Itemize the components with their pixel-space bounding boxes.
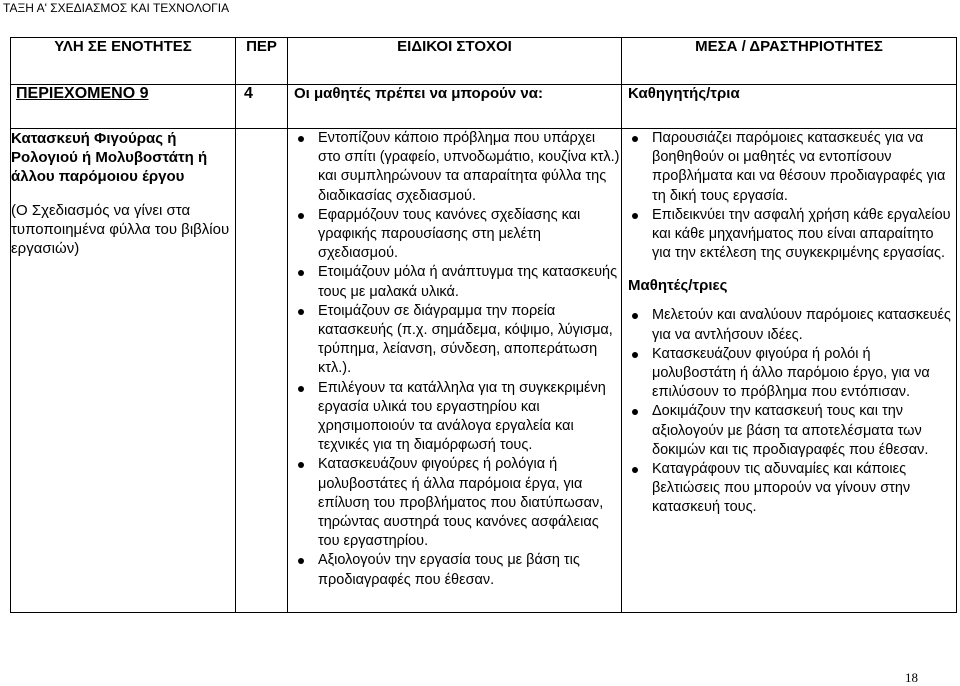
student-activity-item: Δοκιμάζουν την κατασκευή τους και την αξιολογούν με βάση τα αποτελέσματα των δοκιμών και τις προδιαγραφές που έθεσαν. — [622, 402, 956, 460]
objective-item: Ετοιμάζουν μόλα ή ανάπτυγμα της κατασκευής τους με μαλακά υλικά. — [288, 263, 621, 301]
document-header: ΤΑΞΗ Α' ΣΧΕΔΙΑΣΜΟΣ ΚΑΙ ΤΕΧΝΟΛΟΓΙΑ — [3, 1, 230, 15]
curriculum-table — [10, 37, 957, 613]
section-title: ΠΕΡΙΕΧΟΜΕΝΟ 9 — [16, 85, 149, 102]
column-header-objectives: ΕΙΔΙΚΟΙ ΣΤΟΧΟΙ — [288, 38, 622, 85]
teacher-activity-item: Παρουσιάζει παρόμοιες κατασκευές για να βοηθηθούν οι μαθητές να εντοπίσουν προβλήματα και να θέσουν προδιαγραφές για τη δική τους εργασία. — [622, 129, 956, 206]
content-note: (Ο Σχεδιασμός να γίνει στα τυποποιημένα φύλλα του βιβλίου εργασιών) — [11, 202, 230, 257]
students-heading: Μαθητές/τριες — [628, 277, 728, 295]
content-title: Κατασκευή Φιγούρας ή Ρολογιού ή Μολυβοστάτη ή άλλου παρόμοιου έργου — [11, 130, 208, 185]
teacher-activities-list — [622, 129, 956, 263]
teacher-activity-item: Επιδεικνύει την ασφαλή χρήση κάθε εργαλείου και κάθε μηχανήματος που είναι απαραίτητο για την εκτέλεση της συγκεκριμένης εργασίας. — [622, 206, 956, 264]
activities-cell — [622, 129, 957, 613]
teacher-heading: Καθηγητής/τρια — [628, 85, 740, 102]
student-activities-list — [622, 306, 956, 517]
objectives-heading: Οι μαθητές πρέπει να μπορούν να: — [294, 85, 543, 102]
content-row — [11, 129, 957, 613]
column-header-periods: ΠΕΡ — [236, 38, 288, 85]
section-periods: 4 — [244, 85, 253, 102]
objectives-list — [288, 129, 621, 590]
student-activity-item: Μελετούν και αναλύουν παρόμοιες κατασκευές για να αντλήσουν ιδέες. — [622, 306, 956, 344]
column-header-activities: ΜΕΣΑ / ΔΡΑΣΤΗΡΙΟΤΗΤΕΣ — [622, 38, 957, 85]
objective-item: Αξιολογούν την εργασία τους με βάση τις προδιαγραφές που έθεσαν. — [288, 551, 621, 589]
objective-item: Εφαρμόζουν τους κανόνες σχεδίασης και γραφικής παρουσίασης στη μελέτη σχεδιασμού. — [288, 206, 621, 264]
page-number: 18 — [905, 670, 918, 685]
objectives-cell — [288, 129, 622, 613]
section-row — [11, 85, 957, 129]
table-header-row — [11, 38, 957, 85]
student-activity-item: Καταγράφουν τις αδυναμίες και κάποιες βελτιώσεις που μπορούν να γίνουν στην κατασκευή τους. — [622, 460, 956, 518]
content-cell — [11, 129, 236, 613]
objective-item: Ετοιμάζουν σε διάγραμμα την πορεία κατασκευής (π.χ. σημάδεμα, κόψιμο, λύγισμα, τρύπημα, λείανση, σύνδεση, αποπεράτωση κτλ.). — [288, 302, 621, 379]
student-activity-item: Κατασκευάζουν φιγούρα ή ρολόι ή μολυβοστάτη ή άλλο παρόμοιο έργο, για να επιλύσουν το πρόβλημα που εντόπισαν. — [622, 345, 956, 403]
column-header-units: ΥΛΗ ΣΕ ΕΝΟΤΗΤΕΣ — [11, 38, 236, 85]
objective-item: Εντοπίζουν κάποιο πρόβλημα που υπάρχει στο σπίτι (γραφείο, υπνοδωμάτιο, κουζίνα κτλ.) και συμπληρώνουν τα απαραίτητα φύλλα της διαδικασίας σχεδιασμού. — [288, 129, 621, 206]
periods-cell — [236, 129, 288, 613]
objective-item: Κατασκευάζουν φιγούρες ή ρολόγια ή μολυβοστάτες ή άλλα παρόμοια έργα, για επίλυση του προβλήματος που διατύπωσαν, τηρώντας αυστηρά τους κανόνες ασφάλειας του εργαστηρίου. — [288, 455, 621, 551]
objective-item: Επιλέγουν τα κατάλληλα για τη συγκεκριμένη εργασία υλικά του εργαστηρίου και χρησιμοποιούν τα ανάλογα εργαλεία και τεχνικές για τη διαμόρφωσή τους. — [288, 379, 621, 456]
